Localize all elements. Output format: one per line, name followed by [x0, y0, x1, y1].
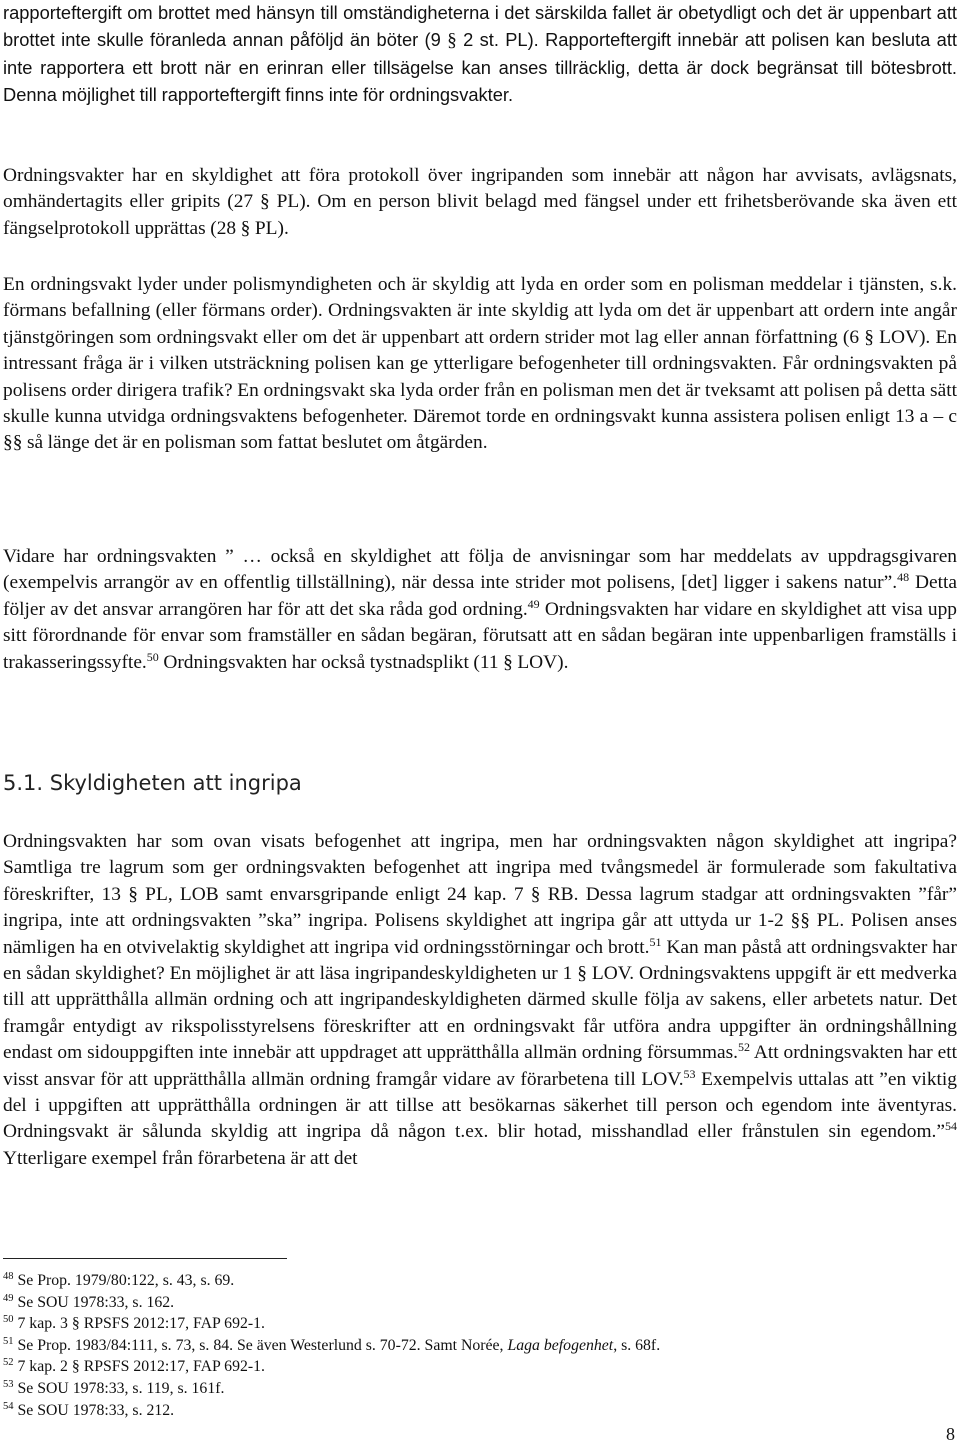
paragraph-polismyndigheten [3, 272, 957, 457]
footnote-number: 49 [3, 1292, 14, 1304]
footnote-title: Laga befogenhet [507, 1336, 614, 1354]
footnote-number: 48 [3, 1271, 14, 1282]
footnote-text: 7 kap. 2 § RPSFS 2012:17, FAP 692-1. [13, 1358, 265, 1376]
text-segment: Vidare har ordningsvakten ” … också en skyldighet att följa de anvisningar som har meddelats av uppdragsgivaren (exempelvis arrangör av en offentlig tillställning), när dessa inte strider mot polisens, [det] ligger i sakens natur”. [3, 546, 957, 594]
footnote-50 [3, 1313, 933, 1335]
footnote-text: Se Prop. 1979/80:122, s. 43, s. 69. [13, 1272, 235, 1289]
footnote-text: , s. 68f. [613, 1336, 661, 1354]
footnote-ref: 49 [527, 596, 540, 611]
text-segment: rapporteftergift om brottet med hänsyn till omständigheterna i det särskilda fallet är obetydligt och det är uppenbart att brottet inte skulle föranleda annan påföljd än böter (9 [3, 2, 957, 51]
paragraph-protokoll [3, 163, 957, 242]
section-heading: 5.1. Skyldigheten att ingripa [3, 771, 302, 795]
footnote-54 [3, 1400, 933, 1422]
footnote-divider [3, 1258, 287, 1259]
footnote-text: Se SOU 1978:33, s. 212. [13, 1401, 175, 1419]
footnote-number: 51 [3, 1335, 14, 1347]
footnote-48 [3, 1270, 933, 1292]
text-segment: Detta följer av det ansvar arrangören har för att det ska råda god ordning. [3, 572, 957, 620]
footnote-list [3, 1270, 933, 1421]
footnote-53 [3, 1378, 933, 1400]
text-segment: Att ordningsvakten har ett visst ansvar för att upprätthålla allmän ordning framgår vidare av förarbetena till LOV. [3, 1042, 957, 1090]
footnote-ref: 51 [649, 934, 662, 949]
footnote-ref: 48 [897, 570, 910, 585]
footnote-number: 54 [3, 1400, 14, 1412]
footnote-51 [3, 1335, 933, 1357]
text-segment: Ordningsvakter har en skyldighet att föra protokoll över ingripanden som innebär att någon har avvisats, avlägsnats, omhändertagits eller gripits (27 § PL). Om en person blivit belagd med fängsel under ett frihetsberövande ska även ett fängselprotokoll upprättas (28 § PL). [3, 165, 957, 239]
footnote-text: Se SOU 1978:33, s. 162. [13, 1293, 175, 1311]
text-segment: 2 st. PL). Rapporteftergift innebär att polisen kan besluta att inte rapportera ett brott när en erinran eller tillsägelse kan anses tillräcklig, detta är dock begränsat till bötesbrott. Denna möjlighet till rapporteftergift finns inte för ordningsvakter. [3, 29, 957, 106]
text-segment: Ordningsvakten har vidare en skyldighet att visa upp sitt förordnande för envar som framställer en sådan begäran, förutsatt att en sådan begäran inte uppenbarligen framställs i trakasseringssyfte. [3, 598, 957, 673]
footnote-text: Se Prop. 1983/84:111, s. 73, s. 84. Se även Westerlund s. 70-72. Samt Norée, [13, 1336, 508, 1354]
footnote-number: 52 [3, 1357, 14, 1369]
footnote-ref: 53 [683, 1066, 696, 1081]
text-segment: Ordningsvakten har som ovan visats befogenhet att ingripa, men har ordningsvakten någon skyldighet att ingripa? Samtliga tre lagrum som ger ordningsvakten befogenhet att ingripa med tvångsmedel är formulerade som fakultativa föreskrifter, 13 § PL, LOB samt envarsgripande enligt 24 kap. 7 § RB. Dessa lagrum stadgar att ordningsvakten ”får” ingripa, inte att ordningsvakten ”ska” ingripa. Polisens skyldighet att ingripa går att uttyda ur 1-2 §§ PL. Polisen anses nämligen ha en otvivelaktig skyldighet att ingripa vid ordningsstörningar och brott. [3, 831, 957, 958]
footnote-49 [3, 1292, 933, 1314]
text-segment: Ordningsvakten har också tystnadsplikt (11 § LOV). [158, 651, 569, 673]
footnote-52 [3, 1356, 933, 1378]
text-segment: Exempelvis uttalas att ”en viktig del i uppgiften att upprätthålla ordningen är att tillse att besökarnas säkerhet till person och egendom inte äventyras. Ordningsvakt är sålunda skyldig att ingripa då någon t.ex. blir hotad, misshandlad eller frånstulen sin egendom.” [3, 1068, 957, 1143]
paragraph-rapporteftergift [3, 0, 957, 110]
paragraph-anvisningar [3, 544, 957, 676]
page-number: 8 [946, 1424, 955, 1444]
paragraph-skyldigheten [3, 829, 957, 1172]
footnote-number: 50 [3, 1314, 14, 1326]
footnote-ref: 50 [146, 649, 159, 664]
text-segment: En ordningsvakt lyder under polismyndigheten och är skyldig att lyda en order som en polisman meddelar i tjänsten, s.k. förmans befallning (eller förmans order). Ordningsvakten är inte skyldig att lyda om det är uppenbart att ordern inte angår tjänstgöringen som ordningsvakt eller om det är uppenbart att ordern strider mot lag eller annan författning (6 § LOV). En intressant fråga är i vilken utsträckning polisen kan ge ytterligare befogenheter till ordningsvakten. Får ordningsvakten på polisens order dirigera trafik? En ordningsvakt ska lyda order från en polisman men det är tveksamt att polisen på detta sätt skulle kunna utvidga ordningsvaktens befogenheter. Däremot torde en ordningsvakt kunna assistera polisen enligt 13 a – c §§ så länge det är en polisman som fattat beslutet om åtgärden. [3, 274, 957, 454]
footnote-number: 53 [3, 1378, 14, 1390]
text-segment: Ytterligare exempel från förarbetena är att det [3, 1147, 358, 1169]
footnote-ref: 54 [945, 1119, 957, 1134]
footnote-ref: 52 [738, 1040, 751, 1055]
footnote-text: 7 kap. 3 § RPSFS 2012:17, FAP 692-1. [13, 1315, 265, 1333]
text-segment: § [447, 30, 457, 52]
text-segment: Kan man påstå att ordningsvakter har en sådan skyldighet? En möjlighet är att läsa ingripandeskyldigheten ur 1 § LOV. Ordningsvaktens uppgift är ett medverka till att upprätthålla allmän ordning och att ingripandeskyldigheten därmed skulle följa av sakens, eller arbetets natur. Det framgår entydigt av rikspolisstyrelsens föreskrifter att en ordningsvakt får utföra andra uppgifter än ordningshållning endast om sidouppgiften inte innebär att uppdraget att upprätthålla allmän ordning försummas. [3, 936, 957, 1064]
footnote-text: Se SOU 1978:33, s. 119, s. 161f. [13, 1379, 225, 1397]
